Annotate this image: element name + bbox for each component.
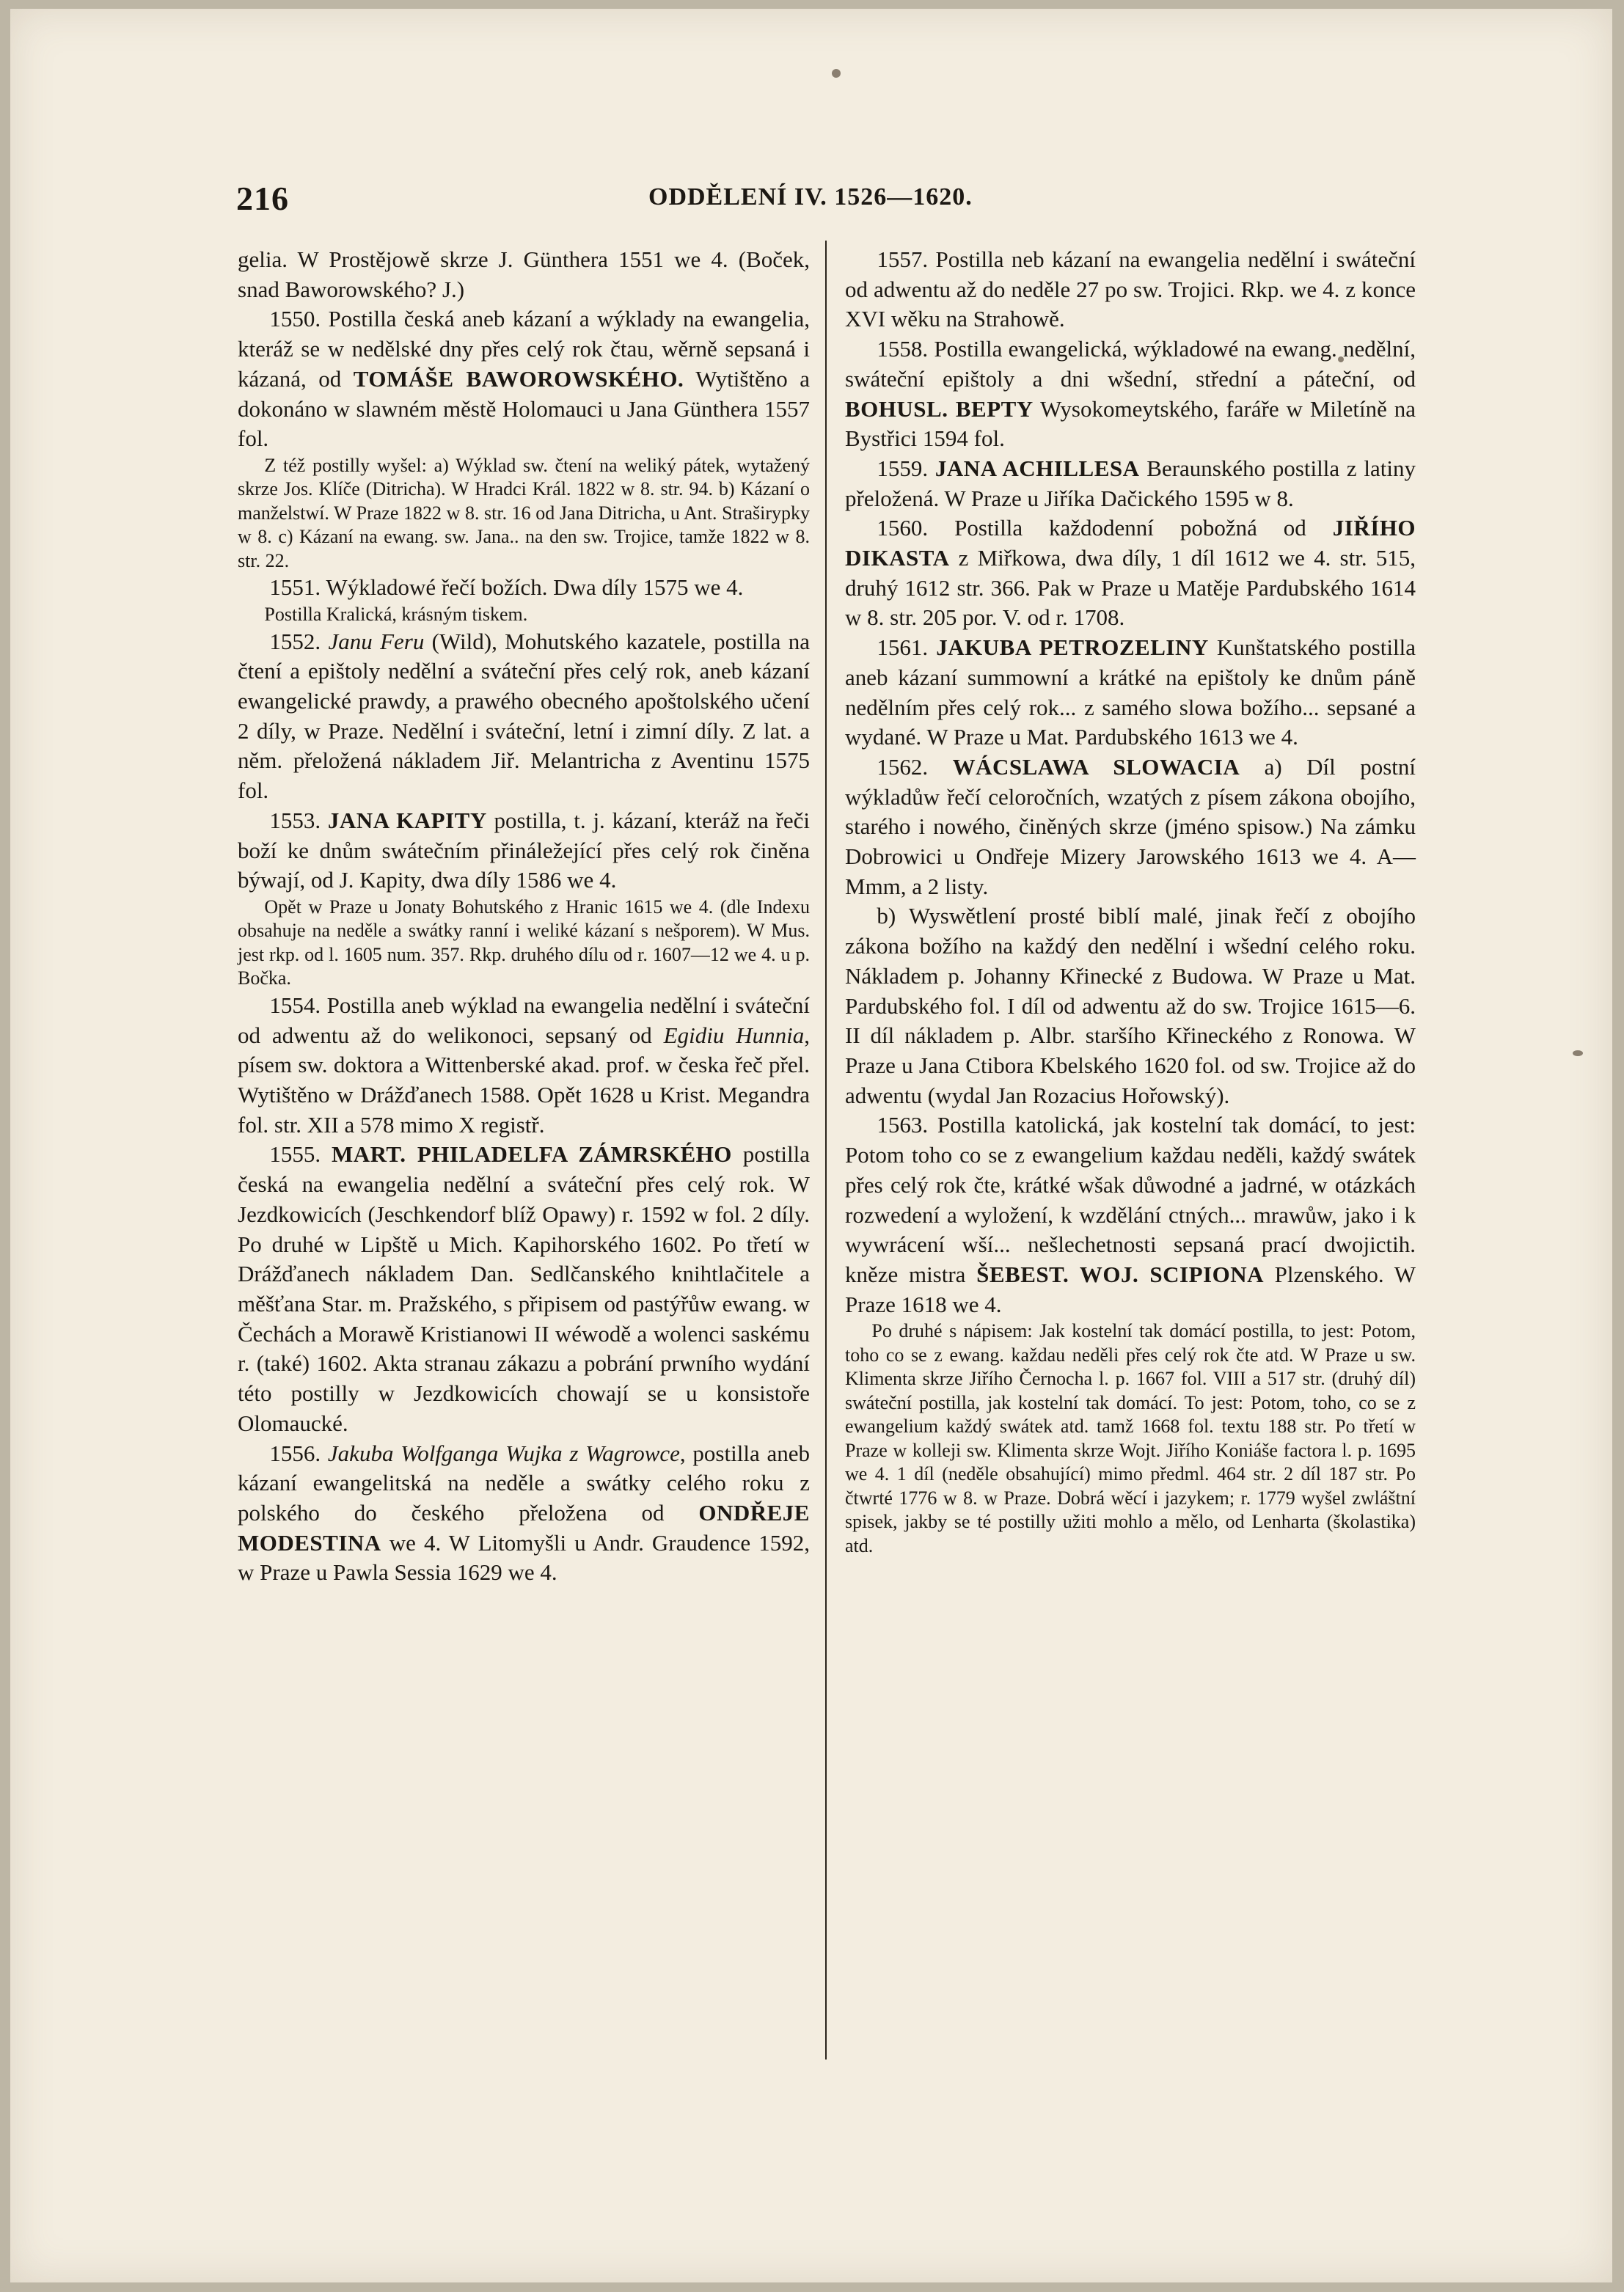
bibliography-entry (845, 334, 1416, 454)
author-name: ONDŘEJE MODESTINA (238, 1499, 810, 1556)
author-name: JANA ACHILLESA (934, 455, 1140, 481)
author-name: MART. PHILADELFA ZÁMRSKÉHO (331, 1141, 732, 1168)
entry-number: 1558. (877, 336, 934, 362)
author-name: JAKUBA PETROZELINY (936, 634, 1209, 661)
entry-text: Kunštatského postilla aneb kázaní summowní a krátké na epištoly ke dnům páně nedělním přes celý rok... z samého slowa božího... sepsané a wydané. W Praze u Mat. Pardubského 1613 we 4. (845, 634, 1416, 750)
entry-text: Postilla česká aneb kázaní a wýklady na ewangelia, kteráž se w nedělské dny přes celý rok čtau, wěrně sepsaná i kázaná, od (238, 306, 811, 392)
entry-text: Postilla každodenní pobožná od (954, 515, 1333, 541)
bibliography-entry (845, 513, 1416, 633)
bibliography-entry (845, 454, 1416, 513)
entry-text: , postilla aneb kázaní ewangelitská na neděle a swátky celého roku z polského do českého přeložena od (238, 1440, 811, 1526)
entry-number: 1555. (269, 1141, 332, 1168)
entry-number: 1563. (877, 1112, 937, 1138)
bibliography-entry (238, 627, 810, 806)
entry-text: z Miřkowa, dwa díly, 1 díl 1612 we 4. str. 515, druhý 1612 str. 366. Pak w Praze u Matěje Pardubského 1614 w 8. str. 205 por. V. od r. 1708. (845, 545, 1416, 631)
page-number: 216 (236, 180, 289, 217)
entry-text: Wysokomeytského, faráře w Miletíně na Bystřici 1594 fol. (845, 395, 1416, 452)
column-divider (825, 241, 827, 2059)
bibliography-entry (238, 1439, 810, 1589)
author-name: ŠEBEST. WOJ. SCIPIONA (976, 1261, 1264, 1287)
author-name: Jakuba Wolfganga Wujka z Wagrowce (327, 1440, 680, 1466)
entry-text: Beraunského postilla z latiny přeložená. W Praze u Jiříka Dačického 1595 w 8. (845, 455, 1416, 511)
bibliography-entry (845, 1110, 1416, 1319)
bibliography-entry (845, 753, 1416, 902)
paper-speck (832, 69, 841, 78)
page-header (230, 179, 1419, 223)
bibliography-entry (238, 304, 810, 454)
entry-text: postilla, t. j. kázaní, kteráž na řeči boží ke dnům swátečním přináležející přes celý rok činěna býwají, od J. Kapity, dwa díly 1586 we 4. (238, 807, 810, 893)
entry-text: , písem sw. doktora a Wittenberské akad. prof. w česka řeč přel. Wytištěno w Drážďanech 1588. Opět 1628 u Krist. Megandra fol. str. XII a 578 mimo X registř. (238, 1022, 810, 1138)
entry-text: Postilla neb kázaní na ewangelia nedělní i swáteční od adwentu až do neděle 27 po sw. Trojici. Rkp. we 4. z konce XVI wěku na Strahowě. (845, 246, 1416, 332)
entry-number: 1561. (877, 634, 937, 661)
entry-number: 1556. (269, 1440, 328, 1466)
entry-number: 1557. (877, 246, 936, 272)
entry-text: we 4. W Litomyšli u Andr. Graudence 1592, w Praze u Pawla Sessia 1629 we 4. (238, 1529, 810, 1586)
bibliography-entry (238, 991, 810, 1140)
entry-number: 1552. (269, 628, 329, 654)
entry-text: Postilla katolická, jak kostelní tak domácí, to jest: Potom toho co se z ewangelium každau neděli, každý swátek přes celý rok čte, krátké wšak důwodné a jadrné, w otázkách rozwedení a wyložení, k wzdělání ctných... mrawůw, jako i k wywrácení wší... nešlechetnosti sepsaná prací dwojictih. kněze mistra (845, 1112, 1416, 1287)
entry-number: 1550. (269, 306, 329, 332)
paper-speck (1573, 1050, 1583, 1056)
entry-text: Wýkladowé řečí božích. Dwa díly 1575 we 4. (326, 574, 744, 601)
bibliography-entry (238, 806, 810, 896)
author-name: JIŘÍHO DIKASTA (845, 515, 1416, 571)
author-name: JANA KAPITY (327, 807, 487, 833)
bibliography-entry (845, 245, 1416, 334)
paragraph-continuation: gelia. W Prostějowě skrze J. Günthera 1551 we 4. (Boček, snad Baworowského? J.) (238, 246, 810, 302)
note-paragraph: Po druhé s nápisem: Jak kostelní tak domácí postilla, to jest: Potom, toho co se z ewang. každau neděli přes celý rok čte atd. W Praze u sw. Klimenta skrze Jiřího Černocha l. p. 1667 fol. VIII a 517 str. (druhý díl) swáteční postilla, jak kostelní tak domácí. To jest: Potom, toho, co se z ewangelium každý swátek atd. tamž 1668 fol. textu 188 str. Po třetí w Praze w kolleji sw. Klimenta skrze Wojt. Jiřího Koniáše factora l. p. 1695 we 4. 1 díl (neděle obsahující) mimo předml. 464 str. 2 díl 187 str. Po čtwrté 1776 w 8. w Praze. Dobrá wěcí i jazykem; r. 1779 wyšel zwláštní spisek, jakby se té postilly užiti mohlo a mělo, od Lenharta (školastika) atd. (845, 1320, 1416, 1556)
author-name: Janu Feru (328, 628, 425, 654)
entry-text: a) Díl postní wýkladůw řečí celoročních, wzatých z písem zákona obojího, starého i nowého, činěných skrze (jméno spisow.) Na zámku Dobrowici u Ondřeje Mizery Jarowského 1613 we 4. A—Mmm, a 2 listy. (845, 753, 1416, 899)
running-head: ODDĚLENÍ IV. 1526—1620. (648, 183, 973, 210)
bibliography-entry (845, 633, 1416, 753)
note-paragraph: Z též postilly wyšel: a) Wýklad sw. čtení na weliký pátek, wytažený skrze Jos. Klíče (Ditricha). W Hradci Král. 1822 w 8. str. 94. b) Kázaní o manželstwí. W Praze 1822 w 8. str. 16 od Jana Ditricha, u Ant. Straširypky w 8. c) Kázaní na ewang. sw. Jana.. na den sw. Trojice, tamže 1822 w 8. str. 22. (238, 454, 810, 571)
entry-text: Postilla ewangelická, wýkladowé na ewang. nedělní, swáteční epištoly a dni wšední, střední a páteční, od (845, 336, 1416, 392)
note-paragraph: Postilla Kralická, krásným tiskem. (264, 604, 528, 626)
author-name: BOHUSL. BEPTY (845, 395, 1034, 422)
bibliography-entry (238, 1140, 810, 1438)
entry-number: 1560. (877, 515, 955, 541)
entry-text: Wytištěno a dokonáno w slawném městě Holomauci u Jana Günthera 1557 fol. (238, 365, 810, 452)
bibliography-entry (238, 573, 810, 603)
entry-text: Postilla aneb wýklad na ewangelia nedělní i sváteční od adwentu až do welikonoci, sepsaný od (238, 992, 810, 1048)
entry-text: (Wild), Mohutského kazatele, postilla na čtení a epištoly nedělní a sváteční přes celý rok, aneb kázaní ewangelické prawdy, a prawého obecného apoštolského učení 2 díly, w Praze. Nedělní i sváteční, letní i zimní díly. Z lat. a něm. přeložená nákladem Jiř. Melantricha z Aventinu 1575 fol. (238, 628, 810, 804)
author-name: WÁCSLAWA SLOWACIA (952, 753, 1240, 780)
author-name: TOMÁŠE BAWOROWSKÉHO. (353, 365, 684, 392)
page-sheet (10, 9, 1612, 2282)
left-column (238, 245, 810, 1588)
entry-number: 1554. (269, 992, 327, 1018)
entry-number: 1553. (269, 807, 328, 833)
entry-text: postilla česká na ewangelia nedělní a sváteční přes celý rok. W Jezdkowicích (Jeschkendorf blíž Opawy) r. 1592 w fol. 2 díly. Po druhé w Lipště u Mich. Kapihorského 1602. Po třetí w Drážďanech nákladem Dan. Sedlčanského knihtlačitele a měšťana Star. m. Pražského, s připisem od pastýřůw ewang. w Čechách a Morawě Kristianowi II wéwodě a wolenci saskému r. (také) 1602. Akta stranau zákazu a pobrání prwního wydání této postilly w Jezdkowicích chowají se u konsistoře Olomaucké. (238, 1141, 810, 1436)
right-column (845, 245, 1416, 1558)
note-paragraph: Opět w Praze u Jonaty Bohutského z Hranic 1615 we 4. (dle Indexu obsahuje na neděle a swátky ranní i weliké kázaní s nešporem). W Mus. jest rkp. od l. 1605 num. 357. Rkp. druhého dílu od r. 1607—12 we 4. u p. Bočka. (238, 896, 810, 989)
author-name: Egidiu Hunnia (663, 1022, 805, 1048)
entry-text: Plzenského. W Praze 1618 we 4. (845, 1261, 1416, 1317)
entry-number: 1551. (269, 574, 326, 601)
entry-number: 1562. (877, 753, 953, 780)
entry-number: 1559. (877, 455, 935, 481)
paragraph: b) Wyswětlení prosté biblí malé, jinak řečí z obojího zákona božího na každý den nedělní i wšední celého roku. Nákladem p. Johanny Křinecké z Budowa. W Praze u Mat. Pardubského fol. I díl od adwentu až do sw. Trojice 1615—6. II díl nákladem p. Albr. staršího Křineckého z Ronowa. W Praze u Jana Ctibora Kbelského 1620 fol. od sw. Trojice až do adwentu (wydal Jan Rozacius Hořowský). (845, 903, 1416, 1108)
